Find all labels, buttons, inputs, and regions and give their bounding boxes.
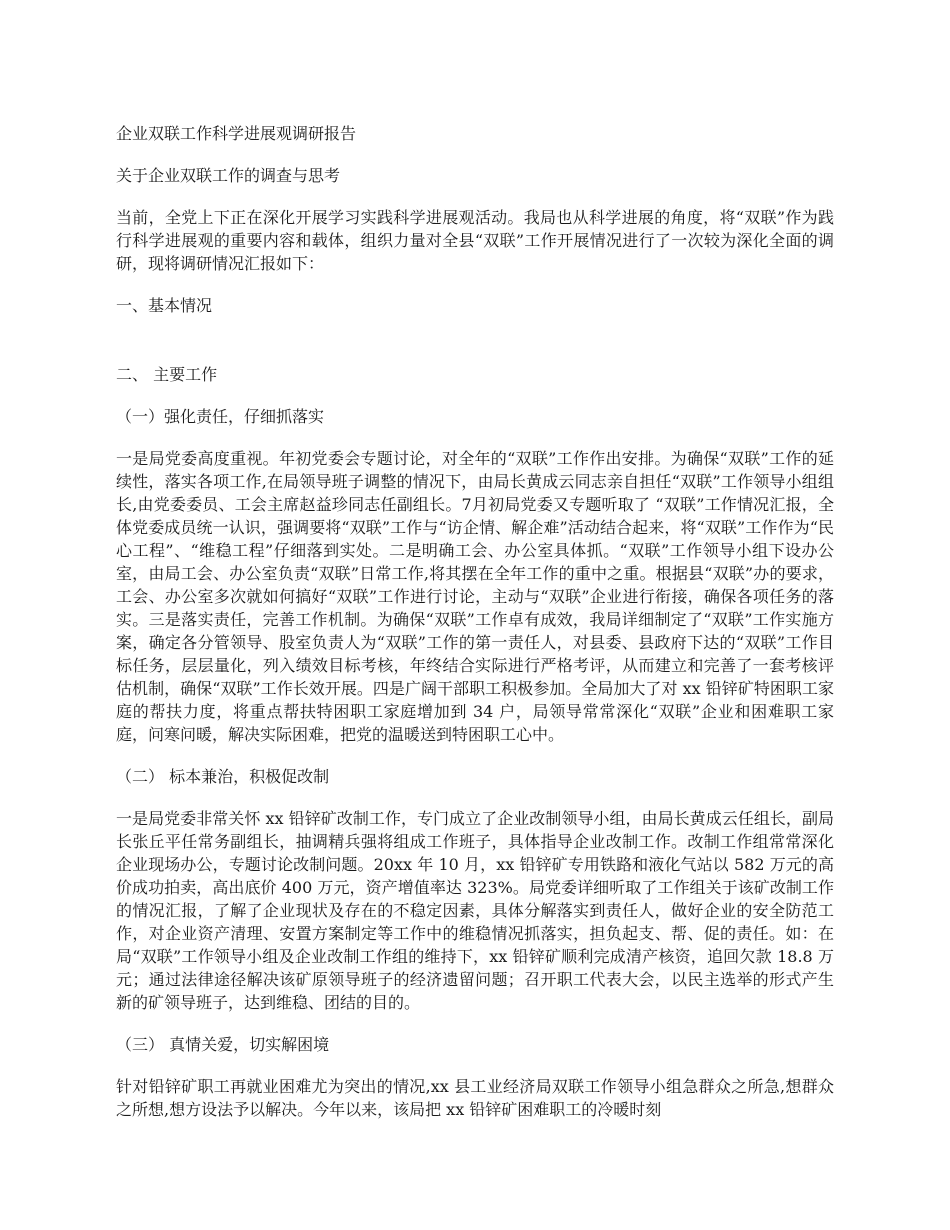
subsection-heading-2: （二） 标本兼治，积极促改制: [116, 767, 330, 786]
intro-paragraph: 当前，全党上下正在深化开展学习实践科学进展观活动。我局也从科学进展的角度，将“双联”作为践行科学进展观的重要内容和载体，组织力量对全县“双联”工作开展情况进行了一次较为深化全面的调研，现将调研情况汇报如下：: [116, 208, 834, 273]
subsection-body-1: 一是局党委高度重视。年初党委会专题讨论，对全年的“双联”工作作出安排。为确保“双联”工作的延续性，落实各项工作,在局领导班子调整的情况下，由局长黄成云同志亲自担任“双联”工作领导小组组长,由党委委员、工会主席赵益珍同志任副组长。7月初局党委又专题听取了 “双联”工作情况汇报，全体党委成员统一认识，强调要将“双联”工作与“访企情、解企难”活动结合起来，将“双联”工作作为“民心工程”、“维稳工程”仔细落到实处。二是明确工会、办公室具体抓。“双联”工作领导小组下设办公室，由局工会、办公室负责“双联”日常工作,将其摆在全年工作的重中之重。根据县“双联”办的要求，工会、办公室多次就如何搞好“双联”工作进行讨论，主动与“双联”企业进行衔接，确保各项任务的落实。三是落实责任，完善工作机制。为确保“双联”工作卓有成效，我局详细制定了“双联”工作实施方案，确定各分管领导、股室负责人为“双联”工作的第一责任人，对县委、县政府下达的“双联”工作目标任务，层层量化，列入绩效目标考核，年终结合实际进行严格考评，从而建立和完善了一套考核评估机制，确保“双联”工作长效开展。四是广阔干部职工积极参加。全局加大了对 xx 铅锌矿特困职工家庭的帮扶力度，将重点帮扶特困职工家庭增加到 34 户，局领导常常深化“双联”企业和困难职工家庭，问寒问暖，解决实际困难，把党的温暖送到特困职工心中。: [116, 449, 834, 744]
subsection-heading-3: （三） 真情关爱，切实解困境: [116, 1035, 330, 1054]
document-page: [116, 122, 834, 1140]
subsection-heading-1: （一）强化责任，仔细抓落实: [116, 407, 325, 426]
document-title: 企业双联工作科学进展观调研报告: [116, 124, 357, 143]
section-heading-basic: 一、基本情况: [116, 296, 213, 315]
subsection-body-3: 针对铅锌矿职工再就业困难尤为突出的情况,xx 县工业经济局双联工作领导小组急群众之所急,想群众之所想,想方设法予以解决。今年以来，该局把 xx 铅锌矿困难职工的冷暖时刻: [116, 1077, 834, 1119]
section-heading-main-work: 二、 主要工作: [116, 365, 218, 384]
document-subtitle: 关于企业双联工作的调查与思考: [116, 166, 341, 185]
subsection-body-2: 一是局党委非常关怀 xx 铅锌矿改制工作，专门成立了企业改制领导小组，由局长黄成云任组长，副局长张丘平任常务副组长，抽调精兵强将组成工作班子，具体指导企业改制工作。改制工作组常常深化企业现场办公，专题讨论改制问题。20xx 年 10 月，xx 铅锌矿专用铁路和液化气站以 582 万元的高价成功拍卖，高出底价 400 万元，资产增值率达 323%。局党委详细听取了工作组关于该矿改制工作的情况汇报，了解了企业现状及存在的不稳定因素，具体分解落实到责任人，做好企业的安全防范工作，对企业资产清理、安置方案制定等工作中的维稳情况抓落实，担负起支、帮、促的责任。如：在局“双联”工作领导小组及企业改制工作组的维持下，xx 铅锌矿顺利完成清产核资，追回欠款 18.8 万元；通过法律途径解决该矿原领导班子的经济遗留问题；召开职工代表大会，以民主选举的形式产生新的矿领导班子，达到维稳、团结的目的。: [116, 809, 834, 1012]
